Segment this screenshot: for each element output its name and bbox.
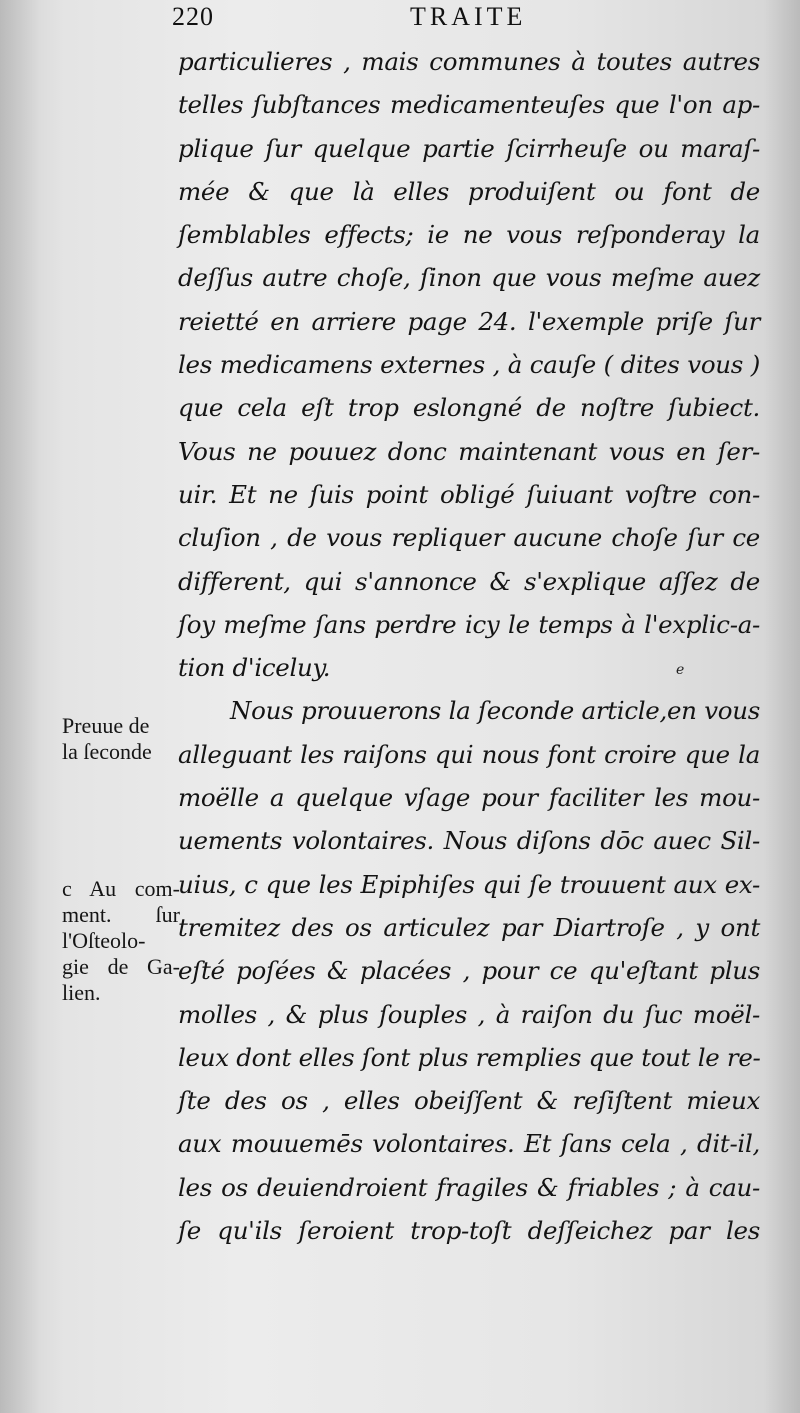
text-line: particulieres , mais communes à toutes autres (178, 47, 760, 76)
text-line: uements volontaires. Nous diſons dōc auec Sil- (178, 826, 760, 856)
text-line: alleguant les raiſons qui nous font croire que la (178, 739, 760, 769)
margin-note-line: gie de Ga- (62, 954, 180, 979)
running-header (172, 0, 732, 30)
text-line: que cela eſt trop eslongné de noſtre ſubiect. (178, 393, 760, 423)
margin-note-line: ment. ſur (62, 902, 180, 927)
text-line: Vous ne pouuez donc maintenant vous en ſer- (178, 436, 760, 466)
text-line: ſemblables effects; ie ne vous reſponderay la (178, 220, 760, 250)
text-line: plique ſur quelque partie ſcirrheuſe ou maraſ- (178, 133, 760, 163)
text-line: ſoy meſme ſans perdre icy le temps à l'explic-a- (178, 609, 760, 639)
text-line: les os deuiendroient fragiles & friables ; à cau- (178, 1172, 760, 1202)
text-line: tremitez des os articulez par Diartroſe , y ont (178, 912, 760, 942)
gutter-shadow (0, 0, 40, 1413)
text-line: uir. Et ne ſuis point obligé ſuiuant voſtre con- (178, 479, 760, 509)
text-line: cluſion , de vous repliquer aucune choſe ſur ce (178, 523, 760, 553)
body-text (178, 40, 760, 1252)
margin-note-commentary (62, 876, 180, 1006)
text-line: leux dont elles ſont plus remplies que tout le re- (178, 1042, 761, 1072)
margin-note-line: lien. (62, 980, 101, 1005)
margin-note-line: Preuue de (62, 713, 150, 738)
text-line: eſté poſées & placées , pour ce qu'eſtant plus (178, 956, 760, 986)
margin-note-line: la ſeconde (62, 739, 152, 764)
text-line: telles ſubſtances medicamenteuſes que l'on ap- (178, 90, 760, 120)
text-line: ſte des os , elles obeiſſent & reſiſtent mieux (178, 1086, 760, 1116)
text-line: different, qui s'annonce & s'explique aſſez de (178, 566, 760, 596)
running-title: TRAITE (410, 2, 527, 31)
text-line: moëlle a quelque vſage pour faciliter les mou- (178, 783, 760, 813)
text-line: mée & que là elles produiſent ou font de (178, 176, 760, 206)
text-line: aux mouuemēs volontaires. Et ſans cela , dit-il, (178, 1129, 760, 1159)
margin-note-line: c Au com- (62, 876, 180, 901)
margin-note-line: l'Oſteolo- (62, 928, 146, 953)
text-line: ſe qu'ils ſeroient trop-toſt deſſeichez par les (178, 1216, 760, 1246)
text-line: deſſus autre choſe, ſinon que vous meſme auez (178, 263, 760, 293)
text-line: molles , & plus ſouples , à raiſon du ſuc moël- (178, 999, 760, 1029)
page-edge-shadow (764, 0, 800, 1413)
page-number: 220 (172, 2, 214, 31)
signature-mark: e (676, 662, 685, 678)
text-line: les medicamens externes , à cauſe ( dites vous ) (178, 350, 760, 380)
text-line: tion d'iceluy. (178, 653, 331, 683)
text-line: reietté en arriere page 24. l'exemple priſe ſur (178, 306, 760, 336)
text-line: uius, c que les Epiphiſes qui ſe trouuent aux ex- (178, 869, 760, 899)
margin-note-preuve (62, 713, 180, 765)
paragraph-start-line: Nous prouuerons la ſeconde article,en vous (230, 696, 760, 726)
